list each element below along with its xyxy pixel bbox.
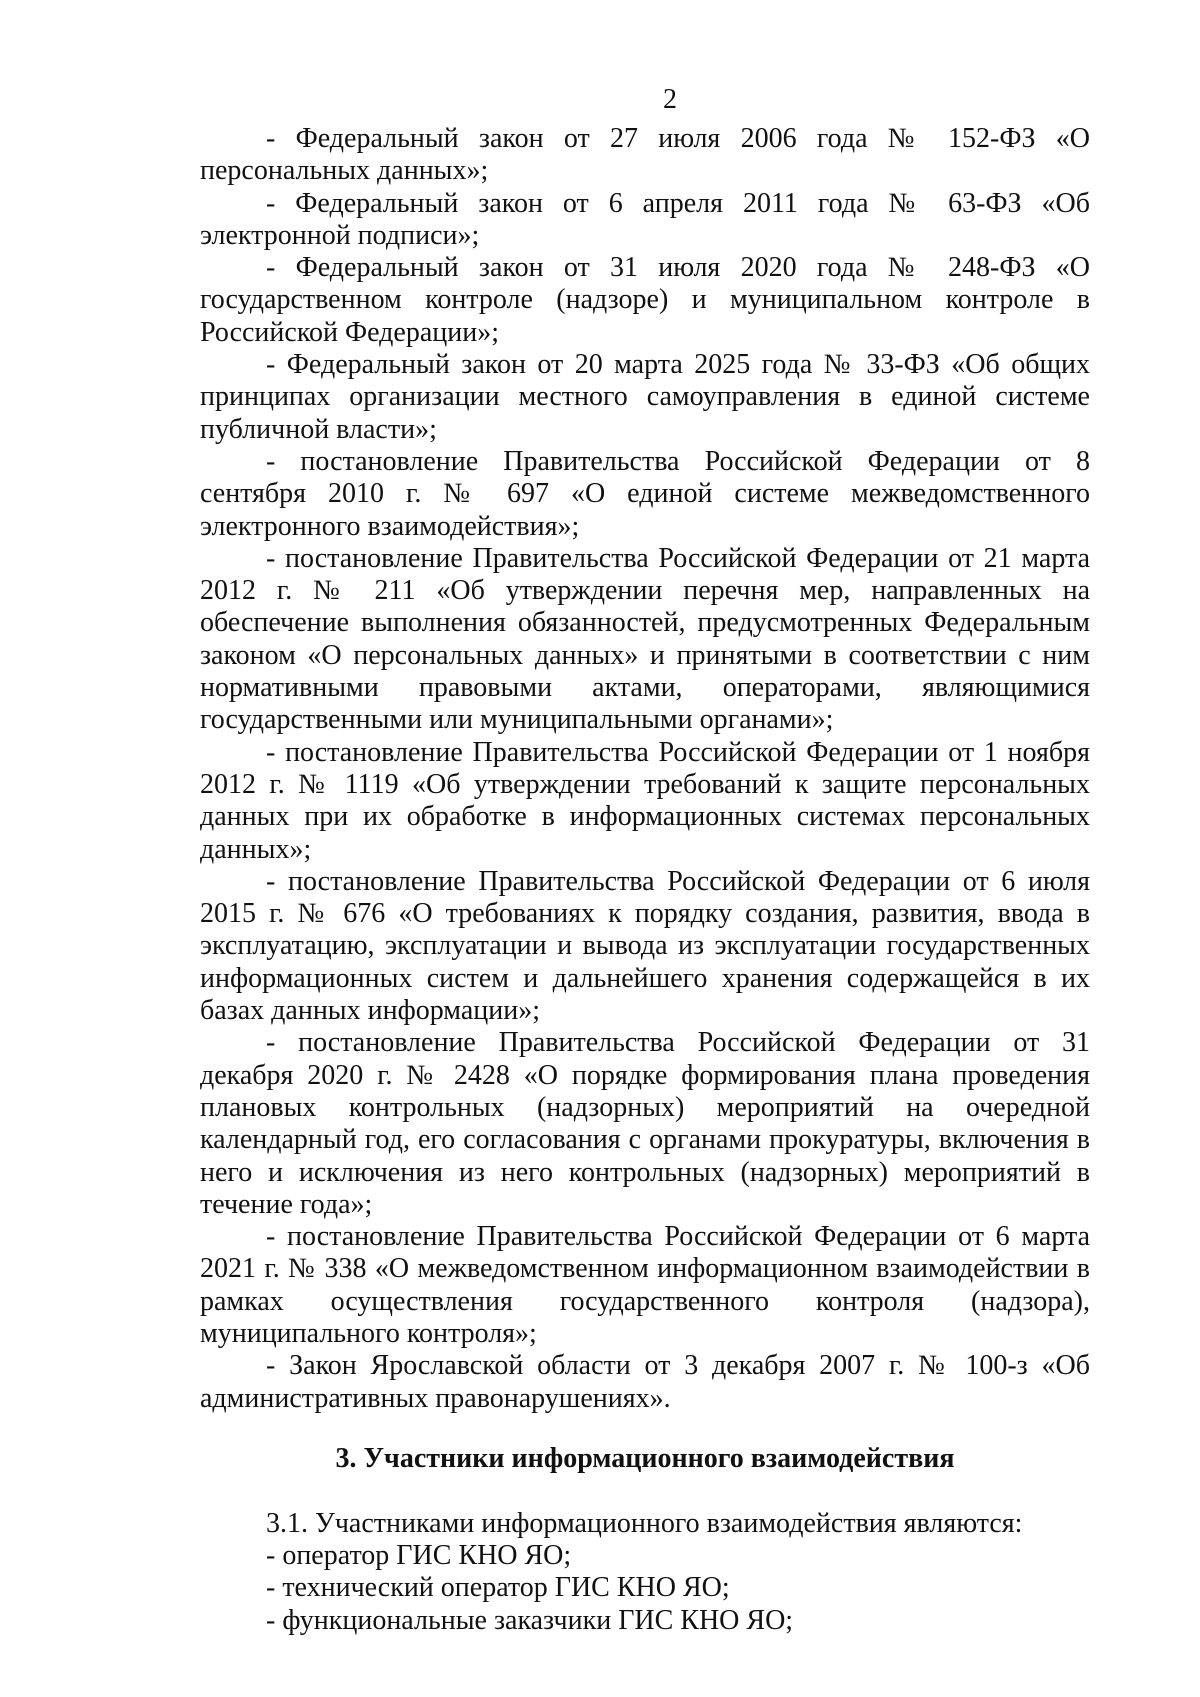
legal-act-item: - Федеральный закон от 6 апреля 2011 года № 63-ФЗ «Об электронной подписи»;	[200, 187, 1090, 251]
participant-item: - функциональные заказчики ГИС КНО ЯО;	[266, 1604, 794, 1636]
legal-act-item: - постановление Правительства Российской Федерации от 21 марта 2012 г. № 211 «Об утверждении перечня мер, направленных на обеспечение выполнения обязанностей, предусмотренных Федеральным законом «О персональных данных» и принятыми в соответствии с ним нормативными правовыми актами, операторами, являющимися государственными или муниципальными органами»;	[200, 542, 1090, 736]
legal-act-item: - Закон Ярославской области от 3 декабря 2007 г. № 100-з «Об административных правонарушениях».	[200, 1350, 1090, 1414]
participant-item: - оператор ГИС КНО ЯО;	[266, 1540, 572, 1572]
participant-item: - технический оператор ГИС КНО ЯО;	[266, 1572, 730, 1604]
legal-acts-list	[200, 123, 1090, 1415]
legal-act-item: - постановление Правительства Российской Федерации от 31 декабря 2020 г. № 2428 «О порядке формирования плана проведения плановых контрольных (надзорных) мероприятий на очередной календарный год, его согласования с органами прокуратуры, включения в него и исключения из него контрольных (надзорных) мероприятий в течение года»;	[200, 1027, 1090, 1220]
legal-act-item: - постановление Правительства Российской Федерации от 1 ноября 2012 г. № 1119 «Об утверждении требований к защите персональных данных при их обработке в информационных системах персональных данных»;	[200, 736, 1090, 865]
section-heading: 3. Участники информационного взаимодействия	[335, 1442, 955, 1474]
participants-intro: 3.1. Участниками информационного взаимодействия являются:	[266, 1507, 1023, 1539]
legal-act-item: - Федеральный закон от 27 июля 2006 года № 152-ФЗ «О персональных данных»;	[200, 123, 1090, 187]
participants-list	[200, 1508, 1090, 1637]
page-number: 2	[663, 84, 677, 115]
legal-act-item: - постановление Правительства Российской Федерации от 6 марта 2021 г. № 338 «О межведомственном информационном взаимодействии в рамках осуществления государственного контроля (надзора), муниципального контроля»;	[200, 1221, 1090, 1349]
legal-act-item: - постановление Правительства Российской Федерации от 8 сентября 2010 г. № 697 «О единой системе межведомственного электронного взаимодействия»;	[200, 445, 1090, 542]
legal-act-item: - Федеральный закон от 20 марта 2025 года № 33-ФЗ «Об общих принципах организации местного самоуправления в единой системе публичной власти»;	[200, 349, 1090, 445]
document-body	[200, 123, 1090, 1637]
legal-act-item: - постановление Правительства Российской Федерации от 6 июля 2015 г. № 676 «О требованиях к порядку создания, развития, ввода в эксплуатацию, эксплуатации и вывода из эксплуатации государственных информационных систем и дальнейшего хранения содержащейся в их базах данных информации»;	[200, 865, 1090, 1027]
legal-act-item: - Федеральный закон от 31 июля 2020 года № 248-ФЗ «О государственном контроле (надзоре) и муниципальном контроле в Российской Федерации»;	[200, 252, 1090, 348]
